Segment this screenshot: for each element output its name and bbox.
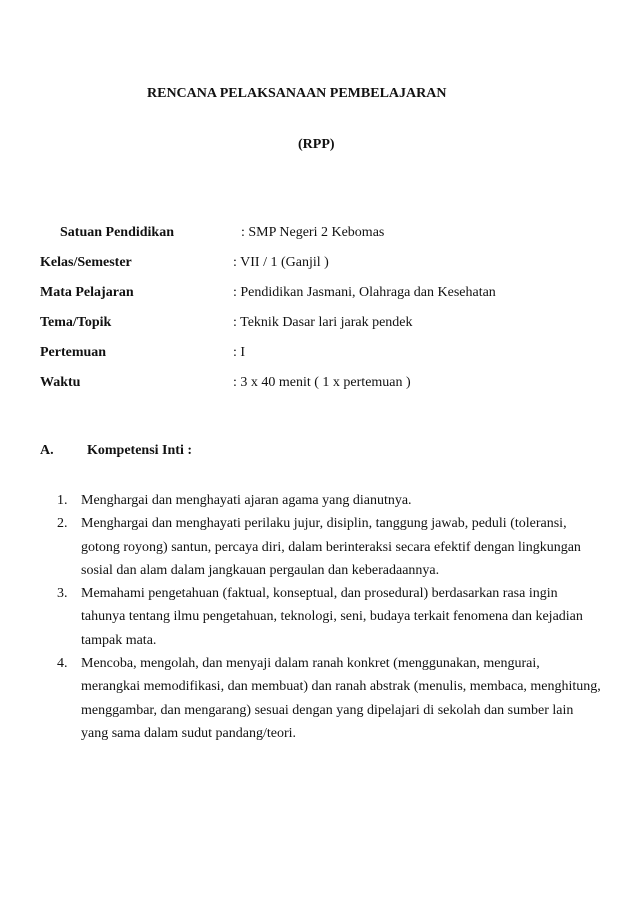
list-item-number: 2. bbox=[57, 516, 68, 532]
section-number: A. bbox=[40, 443, 54, 458]
info-table bbox=[40, 224, 600, 404]
list-item bbox=[57, 652, 602, 745]
list-item-text: Memahami pengetahuan (faktual, konseptual, dan prosedural) berdasarkan rasa ingin tahunya tentang ilmu pengetahuan, teknologi, seni, budaya terkait fenomena dan kejadian tampak mata. bbox=[81, 586, 583, 648]
info-row bbox=[40, 314, 600, 344]
kompetensi-list bbox=[57, 489, 602, 745]
list-item-text: Menghargai dan menghayati perilaku jujur, disiplin, tanggung jawab, peduli (toleransi, gotong royong) santun, percaya diri, dalam berinteraksi secara efektif dengan lingkungan sosial dan alam dalam jangkauan pergaulan dan keberadaannya. bbox=[81, 516, 581, 578]
list-item-text: Mencoba, mengolah, dan menyaji dalam ranah konkret (menggunakan, mengurai, merangkai memodifikasi, dan membuat) dan ranah abstrak (menulis, membaca, menghitung, menggambar, dan mengarang) sesuai dengan yang dipelajari di sekolah dan sumber lain yang sama dalam sudut pandang/teori. bbox=[81, 656, 601, 741]
list-item bbox=[57, 512, 602, 582]
info-label: Tema/Topik bbox=[40, 315, 112, 330]
list-item-number: 3. bbox=[57, 586, 68, 602]
info-value: : Pendidikan Jasmani, Olahraga dan Kesehatan bbox=[233, 285, 496, 300]
document-title: RENCANA PELAKSANAAN PEMBELAJARAN bbox=[147, 86, 447, 101]
list-item bbox=[57, 582, 602, 652]
section-title: Kompetensi Inti : bbox=[87, 443, 192, 458]
info-row bbox=[40, 224, 600, 254]
info-row bbox=[40, 254, 600, 284]
list-item-number: 4. bbox=[57, 656, 68, 672]
info-value: : VII / 1 (Ganjil ) bbox=[233, 255, 329, 270]
info-label: Satuan Pendidikan bbox=[60, 225, 174, 240]
info-label: Waktu bbox=[40, 375, 81, 390]
list-item-text: Menghargai dan menghayati ajaran agama yang dianutnya. bbox=[81, 493, 412, 508]
info-row bbox=[40, 374, 600, 404]
list-item bbox=[57, 489, 602, 512]
document-subtitle: (RPP) bbox=[298, 137, 335, 152]
info-value: : I bbox=[233, 345, 246, 360]
info-value: : Teknik Dasar lari jarak pendek bbox=[233, 315, 413, 330]
info-row bbox=[40, 344, 600, 374]
info-value: : SMP Negeri 2 Kebomas bbox=[241, 225, 385, 240]
info-label: Kelas/Semester bbox=[40, 255, 132, 270]
section-heading bbox=[40, 443, 192, 459]
info-value: : 3 x 40 menit ( 1 x pertemuan ) bbox=[233, 375, 411, 390]
list-item-number: 1. bbox=[57, 493, 68, 508]
info-label: Mata Pelajaran bbox=[40, 285, 134, 300]
info-label: Pertemuan bbox=[40, 345, 107, 360]
info-row bbox=[40, 284, 600, 314]
